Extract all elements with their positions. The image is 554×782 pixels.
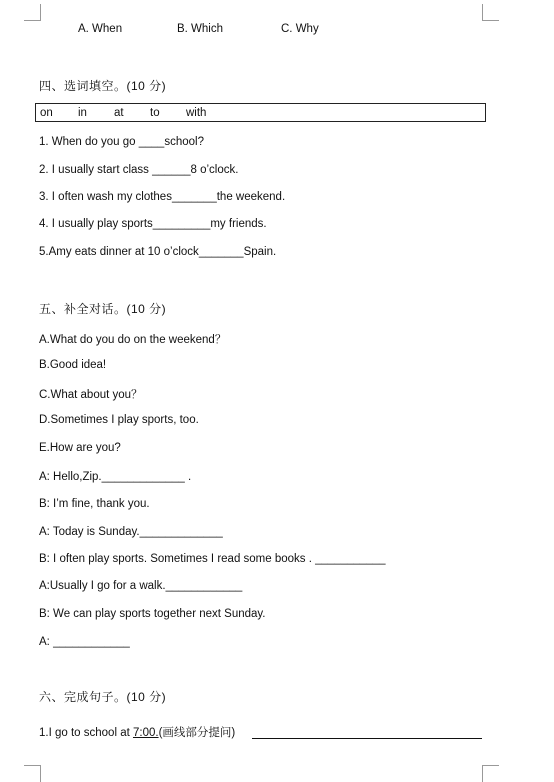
dialog-line-6: B: We can play sports together next Sunday. bbox=[39, 608, 266, 620]
dialog-line-7: A: ____________ bbox=[39, 636, 130, 648]
dialog-choice-b: B.Good idea! bbox=[39, 359, 107, 371]
word-on: on bbox=[40, 107, 53, 119]
option-a: A. When bbox=[78, 23, 123, 35]
dialog-line-5: A:Usually I go for a walk.____________ bbox=[39, 580, 243, 592]
word-with: with bbox=[186, 107, 207, 119]
underlined-time: 7:00. bbox=[132, 727, 159, 739]
answer-line bbox=[252, 738, 482, 739]
word-to: to bbox=[150, 107, 160, 119]
dialog-line-4: B: I often play sports. Sometimes I read some books . ___________ bbox=[39, 553, 386, 565]
section4-item-4: 4. I usually play sports_________my friends. bbox=[39, 218, 267, 230]
dialog-line-3: A: Today is Sunday._____________ bbox=[39, 526, 223, 538]
section4-item-1: 1. When do you go ____school? bbox=[39, 136, 204, 148]
corner-mark-top-left bbox=[24, 4, 41, 21]
section6-item-1: 1.I go to school at 7:00.(画线部分提问) bbox=[39, 727, 236, 739]
dialog-line-2: B: I’m fine, thank you. bbox=[39, 498, 150, 510]
dialog-choice-d: D.Sometimes I play sports, too. bbox=[39, 414, 199, 426]
word-box bbox=[35, 103, 486, 122]
corner-mark-bottom-right bbox=[482, 765, 499, 782]
corner-mark-top-right bbox=[482, 4, 499, 21]
section5-heading: 五、补全对话。(10 分) bbox=[39, 302, 167, 316]
section4-item-2: 2. I usually start class ______8 o’clock. bbox=[39, 164, 239, 176]
option-c: C. Why bbox=[281, 23, 319, 35]
option-b: B. Which bbox=[177, 23, 224, 35]
dialog-choice-e: E.How are you? bbox=[39, 442, 121, 454]
dialog-choice-c: C.What about you？ bbox=[39, 389, 143, 401]
corner-mark-bottom-left bbox=[24, 765, 41, 782]
section4-item-5: 5.Amy eats dinner at 10 o’clock_______Spain. bbox=[39, 246, 277, 258]
section4-heading: 四、选词填空。(10 分) bbox=[39, 79, 167, 93]
word-in: in bbox=[78, 107, 87, 119]
word-at: at bbox=[114, 107, 124, 119]
section6-heading: 六、完成句子。(10 分) bbox=[39, 690, 167, 704]
dialog-choice-a: A.What do you do on the weekend？ bbox=[39, 334, 227, 346]
section4-item-3: 3. I often wash my clothes_______the weekend. bbox=[39, 191, 286, 203]
dialog-line-1: A: Hello,Zip._____________ . bbox=[39, 471, 192, 483]
